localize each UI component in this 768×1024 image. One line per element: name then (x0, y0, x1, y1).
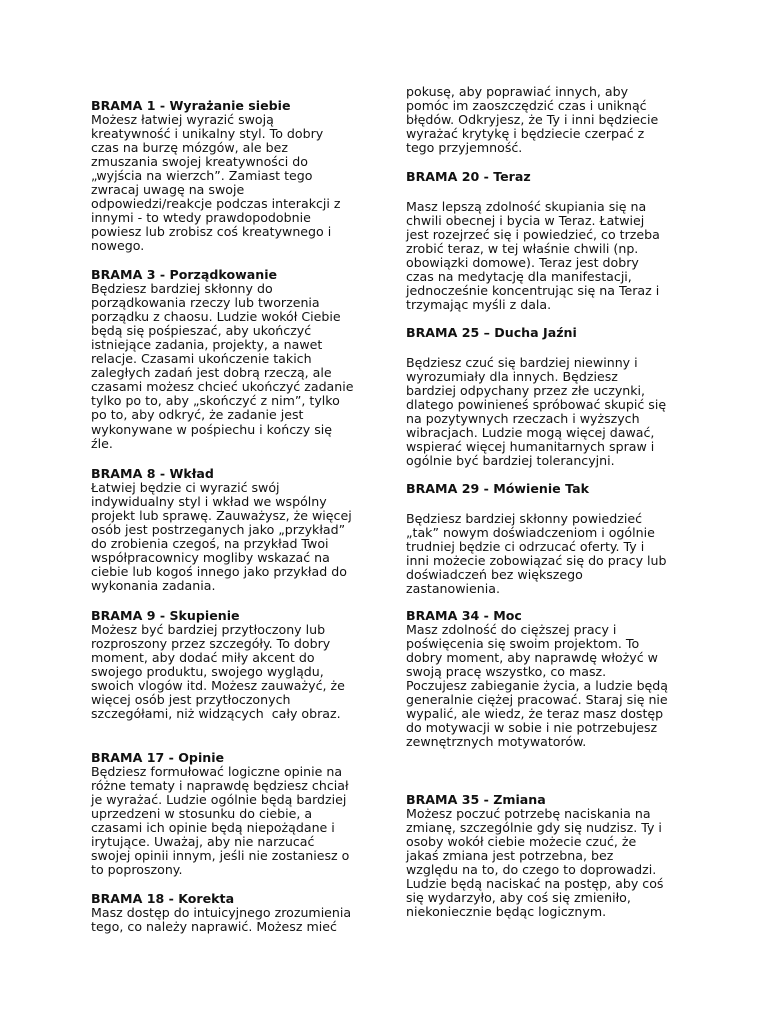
text-line: zmianę, szczególnie gdy się nudzisz. Ty i (406, 820, 662, 836)
text-line: doświadczeń bez większego (406, 567, 583, 583)
text-line: współpracownicy mogliby wskazać na (91, 550, 330, 566)
text-line: generalnie ciężej pracować. Staraj się nie (406, 692, 668, 708)
section-heading: BRAMA 8 - Wkład (91, 466, 214, 481)
text-line: pomóc im zaoszczędzić czas i uniknąć (406, 98, 647, 114)
section-brama-8 (91, 467, 381, 593)
text-line: relacje. Czasami ukończenie takich (91, 351, 312, 367)
text-line: do motywacji w sobie i nie potrzebujesz (406, 720, 658, 736)
section-brama-34 (406, 609, 706, 749)
text-line: porządkowania rzeczy lub tworzenia (91, 295, 320, 311)
text-line: Poczujesz zabieganie życia, a ludzie będą (406, 678, 669, 694)
text-line: to poproszony. (91, 862, 183, 878)
text-line: innymi - to wtedy prawdopodobnie (91, 210, 311, 226)
section-brama-20 (406, 170, 706, 312)
section-heading: BRAMA 29 - Mówienie Tak (406, 481, 589, 496)
text-line: czasami możesz chcieć ukończyć zadanie (91, 379, 354, 395)
text-line: rozproszony przez szczegóły. To dobry (91, 636, 331, 652)
text-line: Możesz być bardziej przytłoczony lub (91, 622, 326, 638)
text-line: Ludzie będą naciskać na postęp, aby coś (406, 876, 664, 892)
text-line: wypalić, ale wiedz, że teraz masz dostęp (406, 706, 664, 722)
text-line: dobry moment, aby naprawdę włożyć w (406, 650, 658, 666)
text-line: „wyjścia na wierzch”. Zamiast tego (91, 168, 313, 184)
section-heading: BRAMA 9 - Skupienie (91, 608, 240, 623)
text-line: je wyrażać. Ludzie ogólnie będą bardziej (91, 792, 347, 808)
text-line: ogólnie być bardziej tolerancyjni. (406, 453, 615, 469)
text-line: Masz lepszą zdolność skupiania się na (406, 199, 647, 215)
text-line: wyrażać krytykę i będziecie czerpać z (406, 126, 645, 142)
text-line: tego, co należy naprawić. Możesz mieć (91, 919, 337, 935)
text-line: swoją pracę wszystko, co masz. (406, 664, 607, 680)
text-line: zewnętrznych motywatorów. (406, 734, 587, 750)
section-brama-18-continued (406, 85, 706, 155)
text-line: zrobić teraz, w tej właśnie chwili (np. (406, 241, 639, 257)
text-line: poświęcenia się swoim projektom. To (406, 636, 640, 652)
text-line: zmuszania swojej kreatywności do (91, 154, 308, 170)
text-line: do zrobienia czegoś, na przykład Twoi (91, 536, 329, 552)
section-brama-17 (91, 751, 381, 877)
text-line: tylko po to, aby „skończyć z nim”, tylko (91, 393, 340, 409)
section-heading: BRAMA 25 – Ducha Jaźni (406, 325, 577, 340)
text-line: wyrozumiały dla innych. Będziesz (406, 369, 618, 385)
text-line: się wydarzyło, aby coś się zmieniło, (406, 890, 631, 906)
text-line: zastanowienia. (406, 581, 500, 597)
section-brama-1 (91, 99, 381, 254)
text-line: projekt lub sprawę. Zauważysz, że więcej (91, 508, 352, 524)
text-line: pokusę, aby poprawiać innych, aby (406, 84, 629, 99)
text-line: Możesz łatwiej wyrazić swoją (91, 112, 274, 128)
section-heading: BRAMA 18 - Korekta (91, 891, 235, 906)
section-heading: BRAMA 20 - Teraz (406, 169, 531, 184)
section-heading: BRAMA 35 - Zmiana (406, 792, 546, 807)
text-line: nowego. (91, 238, 145, 254)
section-brama-25 (406, 326, 706, 468)
text-line: odpowiedzi/reakcje podczas interakcji z (91, 196, 341, 212)
text-line: uprzedzeni w stosunku do ciebie, a (91, 806, 313, 822)
text-line: wspierać więcej humanitarnych spraw i (406, 439, 655, 455)
section-heading: BRAMA 3 - Porządkowanie (91, 267, 278, 282)
text-line: Będziesz bardziej skłonny powiedzieć (406, 511, 643, 527)
text-line: niekoniecznie będąc logicznym. (406, 904, 607, 920)
text-line: tego przyjemność. (406, 140, 523, 156)
text-line: różne tematy i naprawdę będziesz chciał (91, 778, 349, 794)
text-line: zwracaj uwagę na swoje (91, 182, 245, 198)
text-line: będą się pośpieszać, aby ukończyć (91, 323, 312, 339)
section-brama-3 (91, 268, 381, 451)
text-line: „tak” nowym doświadczeniom i ogólnie (406, 525, 655, 541)
section-heading: BRAMA 34 - Moc (406, 608, 522, 623)
text-line: osoby wokół ciebie możecie czuć, że (406, 834, 637, 850)
text-line: Będziesz formułować logiczne opinie na (91, 764, 343, 780)
section-brama-9 (91, 609, 381, 721)
section-heading: BRAMA 1 - Wyrażanie siebie (91, 98, 291, 113)
text-line: źle. (91, 435, 113, 451)
section-heading: BRAMA 17 - Opinie (91, 750, 225, 765)
text-line: bardziej odpychany przez złe uczynki, (406, 383, 646, 399)
text-line: wykonania zadania. (91, 578, 216, 594)
text-line: osób jest postrzeganych jako „przykład” (91, 522, 346, 538)
text-line: czasami ich opinie będą niepożądane i (91, 820, 335, 836)
text-line: moment, aby dodać miły akcent do (91, 650, 315, 666)
text-line: obowiązki domowe). Teraz jest dobry (406, 255, 639, 271)
text-line: na pozytywnych rzeczach i wyższych (406, 411, 640, 427)
text-line: Masz zdolność do cięższej pracy i (406, 622, 617, 638)
text-line: zaległych zadań jest dobrą rzeczą, ale (91, 365, 332, 381)
text-line: czas na burzę mózgów, ale bez (91, 140, 288, 156)
text-line: Łatwiej będzie ci wyrazić swój (91, 480, 280, 496)
text-line: dlatego powinieneś spróbować skupić się (406, 397, 667, 413)
section-brama-35 (406, 793, 706, 919)
text-line: chwili obecnej i bycia w Teraz. Łatwiej (406, 213, 645, 229)
text-line: ciebie lub kogoś innego jako przykład do (91, 564, 347, 580)
text-line: wykonywane w pośpiechu i kończy się (91, 421, 333, 437)
text-line: jest rozejrzeć się i powiedzieć, co trzeba (406, 227, 660, 243)
text-line: po to, aby odkryć, że zadanie jest (91, 407, 304, 423)
text-line: względu na to, do czego to doprowadzi. (406, 862, 657, 878)
text-line: czas na medytację dla manifestacji, (406, 269, 632, 285)
text-line: Będziesz bardziej skłonny do (91, 281, 273, 297)
text-line: Możesz poczuć potrzebę naciskania na (406, 806, 651, 822)
text-line: szczegółami, niż widzących cały obraz. (91, 706, 341, 722)
text-line: więcej osób jest przytłoczonych (91, 692, 291, 708)
text-line: powiesz lub zrobisz coś kreatywnego i (91, 224, 332, 240)
text-line: swojego produktu, swojego wyglądu, (91, 664, 324, 680)
text-line: indywidualny styl i wkład we wspólny (91, 494, 327, 510)
text-line: porządku z chaosu. Ludzie wokół Ciebie (91, 309, 341, 325)
section-brama-18 (91, 892, 381, 934)
text-line: inni możecie zobowiązać się do pracy lub (406, 553, 667, 569)
text-line: irytujące. Uważaj, aby nie narzucać (91, 834, 315, 850)
text-line: trzymając myśli z dala. (406, 297, 552, 313)
section-brama-29 (406, 482, 706, 596)
text-line: swojej opinii innym, jeśli nie zostaniesz o (91, 848, 350, 864)
text-line: swoich vlogów itd. Możesz zauważyć, że (91, 678, 345, 694)
text-line: jakaś zmiana jest potrzebna, bez (406, 848, 614, 864)
text-line: istniejące zadania, projekty, a nawet (91, 337, 323, 353)
text-line: jednocześnie koncentrując się na Teraz i (406, 283, 660, 299)
text-line: wibracjach. Ludzie mogą więcej dawać, (406, 425, 655, 441)
text-line: trudniej będzie ci odrzucać oferty. Ty i (406, 539, 645, 555)
text-line: błędów. Odkryjesz, że Ty i inni będziecie (406, 112, 659, 128)
text-line: kreatywność i unikalny styl. To dobry (91, 126, 324, 142)
text-line: Masz dostęp do intuicyjnego zrozumienia (91, 905, 352, 921)
text-line: Będziesz czuć się bardziej niewinny i (406, 355, 638, 371)
